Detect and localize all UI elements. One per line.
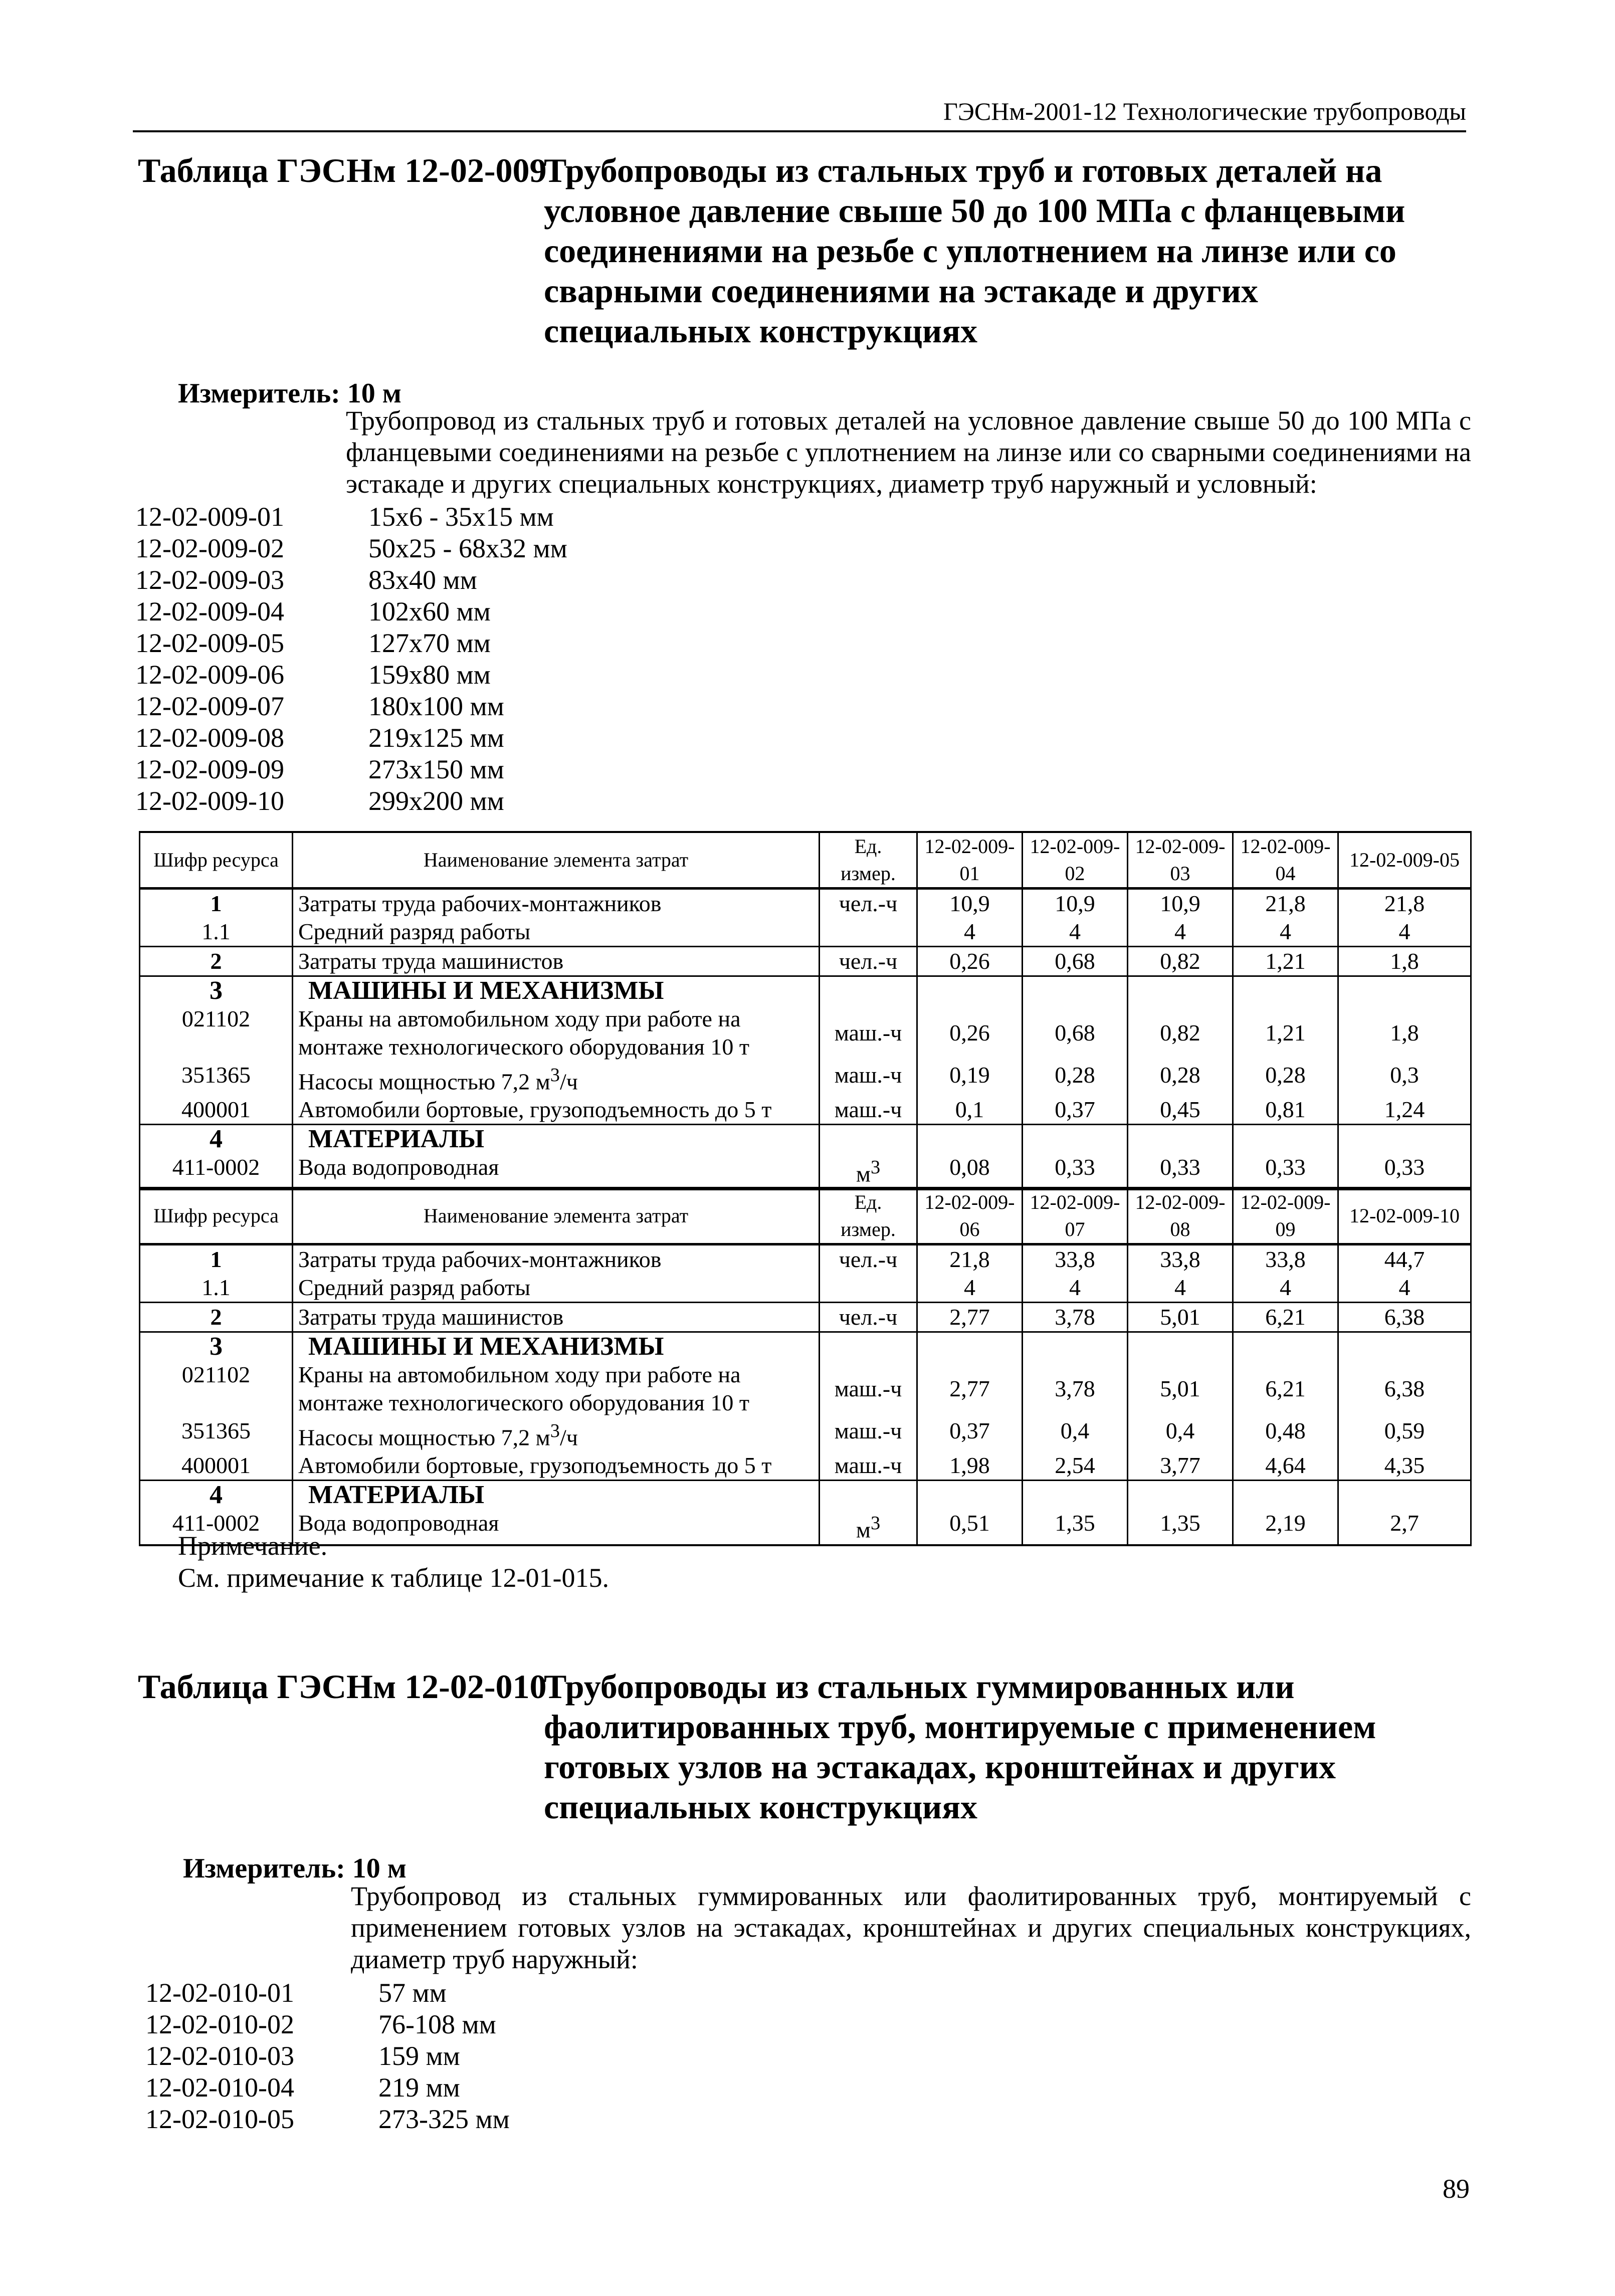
section-code: 4 [140, 1481, 293, 1510]
value-cell: 33,8 [1233, 1244, 1338, 1274]
table-row [140, 1153, 1471, 1189]
value-cell: 10,9 [1128, 889, 1233, 918]
value-cell: 6,21 [1233, 1361, 1338, 1417]
table-header-row [140, 832, 1471, 889]
resource-code: 021102 [140, 1005, 293, 1061]
variant-code: 12-02-010-03 [145, 2041, 294, 2071]
resource-name: Затраты труда рабочих-монтажников [293, 889, 820, 918]
section-title: МАШИНЫ И МЕХАНИЗМЫ [293, 1332, 820, 1361]
table-row [140, 1061, 1471, 1096]
resource-name: Насосы мощностью 7,2 $м^3/ч$ [293, 1417, 820, 1451]
variant-code: 12-02-009-05 [135, 628, 284, 658]
variant-item [135, 533, 567, 564]
header-column: 12-02-009-04 [1233, 832, 1338, 889]
value-cell: 1,35 [1023, 1509, 1128, 1545]
value-cell: 0,81 [1233, 1096, 1338, 1125]
variant-value: 159х80 мм [368, 660, 491, 690]
variant-list [135, 501, 567, 817]
header-column: 12-02-009-07 [1023, 1188, 1128, 1244]
resource-name: Краны на автомобильном ходу при работе на монтаже технологического оборудования 10 т [293, 1005, 820, 1061]
resource-code: 1 [140, 1244, 293, 1274]
header-column: 12-02-009-09 [1233, 1188, 1338, 1244]
resource-unit [820, 918, 917, 947]
running-header-title: ГЭСНм-2001-12 Технологические трубопроводы [943, 97, 1466, 125]
work-description: Трубопровод из стальных гуммированных или фаолитированных труб, монтируемый с применением готовых узлов на эстакадах, кронштейнах и других специальных конструкциях, диаметр труб наружный: [351, 1881, 1471, 1974]
section-title: МАШИНЫ И МЕХАНИЗМЫ [293, 976, 820, 1005]
measure-label: Измеритель: [183, 1853, 345, 1884]
variant-item [135, 754, 567, 785]
value-cell: 3,78 [1023, 1303, 1128, 1332]
value-cell: 4 [917, 918, 1023, 947]
value-cell: 0,45 [1128, 1096, 1233, 1125]
resource-code: 1 [140, 889, 293, 918]
section-row [140, 1481, 1471, 1510]
header-unit: Ед. измер. [820, 832, 917, 889]
note-title: Примечание. [178, 1531, 328, 1561]
value-cell: 2,19 [1233, 1509, 1338, 1545]
resource-name: Затраты труда машинистов [293, 947, 820, 976]
value-cell: 4 [1338, 918, 1471, 947]
value-cell: 1,35 [1128, 1509, 1233, 1545]
header-column: 12-02-009-08 [1128, 1188, 1233, 1244]
value-cell: 4,35 [1338, 1451, 1471, 1481]
value-cell: 0,37 [1023, 1096, 1128, 1125]
value-cell: 4 [1233, 1274, 1338, 1303]
resource-unit: маш.-ч [820, 1361, 917, 1417]
table-row [140, 918, 1471, 947]
variant-item [145, 2072, 510, 2104]
header-unit: Ед. измер. [820, 1188, 917, 1244]
resource-name: Затраты труда машинистов [293, 1303, 820, 1332]
variant-value: 159 мм [378, 2041, 460, 2071]
resource-unit: $м^3$ [820, 1509, 917, 1545]
work-description: Трубопровод из стальных труб и готовых деталей на условное давление свыше 50 до 100 МПа с фланцевыми соединениями на резьбе с уплотнением на линзе или со сварными соединениями на эстакаде и других специальных конструкциях, диаметр труб наружный и условный: [346, 405, 1471, 499]
table-code: Таблица ГЭСНм 12-02-009 [138, 151, 547, 189]
resource-code: 351365 [140, 1417, 293, 1451]
value-cell: 2,77 [917, 1361, 1023, 1417]
measure-label: Измеритель: [178, 378, 340, 409]
resource-name: Средний разряд работы [293, 918, 820, 947]
value-cell: 44,7 [1338, 1244, 1471, 1274]
value-cell: 0,4 [1128, 1417, 1233, 1451]
resource-unit: чел.-ч [820, 1244, 917, 1274]
resource-unit: маш.-ч [820, 1417, 917, 1451]
value-cell: 6,38 [1338, 1361, 1471, 1417]
value-cell: 0,82 [1128, 947, 1233, 976]
section-row [140, 1125, 1471, 1154]
table-row [140, 947, 1471, 976]
variant-value: 299х200 мм [368, 786, 504, 816]
value-cell: 0,26 [917, 1005, 1023, 1061]
variant-item [135, 564, 567, 596]
variant-code: 12-02-009-10 [135, 786, 284, 816]
page-number: 89 [1443, 2174, 1470, 2204]
value-cell: 3,77 [1128, 1451, 1233, 1481]
value-cell: 4 [1023, 1274, 1128, 1303]
variant-item [135, 722, 567, 754]
table-row [140, 1244, 1471, 1274]
variant-item [135, 785, 567, 817]
variant-item [135, 628, 567, 659]
table-title: Трубопроводы из стальных гуммированных или фаолитированных труб, монтируемые с применением готовых узлов на эстакадах, кронштейнах и других специальных конструкциях [544, 1667, 1376, 1826]
resource-unit: маш.-ч [820, 1005, 917, 1061]
value-cell: 0,33 [1128, 1153, 1233, 1189]
table-row [140, 1096, 1471, 1125]
resource-unit: маш.-ч [820, 1061, 917, 1096]
value-cell: 0,26 [917, 947, 1023, 976]
header-column: 12-02-009-01 [917, 832, 1023, 889]
measure-value: 10 м [352, 1853, 407, 1884]
resource-name: Краны на автомобильном ходу при работе на монтаже технологического оборудования 10 т [293, 1361, 820, 1417]
resource-unit: чел.-ч [820, 889, 917, 918]
value-cell: 21,8 [917, 1244, 1023, 1274]
variant-item [145, 2009, 510, 2040]
resource-code: 400001 [140, 1096, 293, 1125]
value-cell: 1,98 [917, 1451, 1023, 1481]
variant-value: 15х6 - 35х15 мм [368, 502, 554, 532]
header-column: 12-02-009-06 [917, 1188, 1023, 1244]
section-code: 3 [140, 1332, 293, 1361]
section-title: МАТЕРИАЛЫ [293, 1125, 820, 1154]
resource-code: 1.1 [140, 1274, 293, 1303]
table-row [140, 1417, 1471, 1451]
variant-code: 12-02-010-05 [145, 2104, 294, 2134]
resource-name: Автомобили бортовые, грузоподъемность до 5 т [293, 1096, 820, 1125]
variant-item [135, 659, 567, 691]
resource-name: Средний разряд работы [293, 1274, 820, 1303]
value-cell: 4 [917, 1274, 1023, 1303]
value-cell: 0,1 [917, 1096, 1023, 1125]
variant-value: 219х125 мм [368, 723, 504, 753]
variant-code: 12-02-009-07 [135, 691, 284, 721]
value-cell: 10,9 [1023, 889, 1128, 918]
table-row [140, 889, 1471, 918]
value-cell: 0,28 [1233, 1061, 1338, 1096]
table-code: Таблица ГЭСНм 12-02-010 [138, 1667, 547, 1706]
table-row [140, 1361, 1471, 1417]
resource-unit: маш.-ч [820, 1096, 917, 1125]
value-cell: 1,21 [1233, 947, 1338, 976]
section-title: МАТЕРИАЛЫ [293, 1481, 820, 1510]
value-cell: 4,64 [1233, 1451, 1338, 1481]
resource-code: 2 [140, 1303, 293, 1332]
resource-unit: чел.-ч [820, 1303, 917, 1332]
table-title: Трубопроводы из стальных труб и готовых деталей на условное давление свыше 50 до 100 МПа с фланцевыми соединениями на резьбе с уплотнением на линзе или со сварными соединениями на эстакаде и других специальных конструкциях [544, 151, 1405, 350]
variant-value: 273х150 мм [368, 754, 504, 784]
resource-code: 2 [140, 947, 293, 976]
variant-value: 83х40 мм [368, 565, 477, 595]
value-cell: 0,37 [917, 1417, 1023, 1451]
value-cell: 0,33 [1233, 1153, 1338, 1189]
table-heading-12-02-010 [138, 1666, 1471, 1827]
variant-item [135, 596, 567, 628]
resource-unit: $м^3$ [820, 1153, 917, 1189]
value-cell: 4 [1338, 1274, 1471, 1303]
table-header-row [140, 1188, 1471, 1244]
value-cell: 33,8 [1128, 1244, 1233, 1274]
value-cell: 0,28 [1023, 1061, 1128, 1096]
header-code: Шифр ресурса [140, 832, 293, 889]
table-row [140, 1451, 1471, 1481]
note-text: См. примечание к таблице 12-01-015. [178, 1563, 609, 1593]
variant-code: 12-02-010-04 [145, 2072, 294, 2103]
variant-value: 50х25 - 68х32 мм [368, 533, 567, 563]
variant-item [135, 501, 567, 533]
header-name: Наименование элемента затрат [293, 832, 820, 889]
value-cell: 1,24 [1338, 1096, 1471, 1125]
measure-value: 10 м [347, 378, 401, 409]
resource-name: Затраты труда рабочих-монтажников [293, 1244, 820, 1274]
variant-code: 12-02-009-09 [135, 754, 284, 784]
header-column: 12-02-009-03 [1128, 832, 1233, 889]
value-cell: 0,19 [917, 1061, 1023, 1096]
variant-value: 180х100 мм [368, 691, 504, 721]
value-cell: 2,7 [1338, 1509, 1471, 1545]
note [178, 1530, 609, 1594]
variant-item [135, 691, 567, 722]
variant-code: 12-02-009-01 [135, 502, 284, 532]
table-heading-12-02-009 [138, 150, 1471, 351]
value-cell: 4 [1023, 918, 1128, 947]
value-cell: 0,68 [1023, 947, 1128, 976]
value-cell: 1,8 [1338, 947, 1471, 976]
table-row [140, 1005, 1471, 1061]
value-cell: 0,68 [1023, 1005, 1128, 1061]
resource-unit: маш.-ч [820, 1451, 917, 1481]
table-row [140, 1274, 1471, 1303]
section-row [140, 976, 1471, 1005]
resource-name: Вода водопроводная [293, 1509, 820, 1545]
header-column: 12-02-009-10 [1338, 1188, 1471, 1244]
resource-table-009-01-05 [139, 831, 1472, 1190]
variant-code: 12-02-009-02 [135, 533, 284, 563]
value-cell: 0,33 [1338, 1153, 1471, 1189]
running-header [133, 95, 1466, 132]
resource-code: 351365 [140, 1061, 293, 1096]
header-column: 12-02-009-02 [1023, 832, 1128, 889]
value-cell: 0,3 [1338, 1061, 1471, 1096]
value-cell: 3,78 [1023, 1361, 1128, 1417]
variant-item [145, 2104, 510, 2135]
value-cell: 0,59 [1338, 1417, 1471, 1451]
variant-value: 219 мм [378, 2072, 460, 2103]
variant-item [145, 1977, 510, 2009]
value-cell: 0,33 [1023, 1153, 1128, 1189]
value-cell: 0,4 [1023, 1417, 1128, 1451]
resource-code: 411-0002 [140, 1509, 293, 1545]
resource-code: 1.1 [140, 918, 293, 947]
value-cell: 2,77 [917, 1303, 1023, 1332]
value-cell: 4 [1128, 1274, 1233, 1303]
header-column: 12-02-009-05 [1338, 832, 1471, 889]
header-code: Шифр ресурса [140, 1188, 293, 1244]
variant-code: 12-02-009-04 [135, 596, 284, 627]
variant-code: 12-02-009-06 [135, 660, 284, 690]
value-cell: 5,01 [1128, 1361, 1233, 1417]
resource-code: 411-0002 [140, 1153, 293, 1189]
resource-code: 400001 [140, 1451, 293, 1481]
value-cell: 0,48 [1233, 1417, 1338, 1451]
section-code: 4 [140, 1125, 293, 1154]
value-cell: 0,28 [1128, 1061, 1233, 1096]
table-row [140, 1303, 1471, 1332]
variant-value: 76-108 мм [378, 2009, 496, 2039]
variant-item [145, 2040, 510, 2072]
header-name: Наименование элемента затрат [293, 1188, 820, 1244]
variant-code: 12-02-010-02 [145, 2009, 294, 2039]
value-cell: 0,08 [917, 1153, 1023, 1189]
resource-table-009-06-10 [139, 1187, 1472, 1546]
resource-name: Автомобили бортовые, грузоподъемность до 5 т [293, 1451, 820, 1481]
value-cell: 21,8 [1233, 889, 1338, 918]
resource-name: Насосы мощностью 7,2 $м^3/ч$ [293, 1061, 820, 1096]
resource-unit: чел.-ч [820, 947, 917, 976]
variant-value: 57 мм [378, 1978, 447, 2008]
value-cell: 21,8 [1338, 889, 1471, 918]
variant-code: 12-02-010-01 [145, 1978, 294, 2008]
value-cell: 4 [1128, 918, 1233, 947]
variant-code: 12-02-009-08 [135, 723, 284, 753]
value-cell: 1,21 [1233, 1005, 1338, 1061]
section-row [140, 1332, 1471, 1361]
variant-value: 102х60 мм [368, 596, 491, 627]
value-cell: 1,8 [1338, 1005, 1471, 1061]
variant-value: 127х70 мм [368, 628, 491, 658]
variant-value: 273-325 мм [378, 2104, 510, 2134]
value-cell: 0,51 [917, 1509, 1023, 1545]
section-code: 3 [140, 976, 293, 1005]
value-cell: 2,54 [1023, 1451, 1128, 1481]
resource-unit [820, 1274, 917, 1303]
variant-code: 12-02-009-03 [135, 565, 284, 595]
value-cell: 33,8 [1023, 1244, 1128, 1274]
value-cell: 4 [1233, 918, 1338, 947]
value-cell: 0,82 [1128, 1005, 1233, 1061]
value-cell: 6,21 [1233, 1303, 1338, 1332]
value-cell: 5,01 [1128, 1303, 1233, 1332]
variant-list [145, 1977, 510, 2135]
resource-name: Вода водопроводная [293, 1153, 820, 1189]
resource-code: 021102 [140, 1361, 293, 1417]
value-cell: 6,38 [1338, 1303, 1471, 1332]
value-cell: 10,9 [917, 889, 1023, 918]
